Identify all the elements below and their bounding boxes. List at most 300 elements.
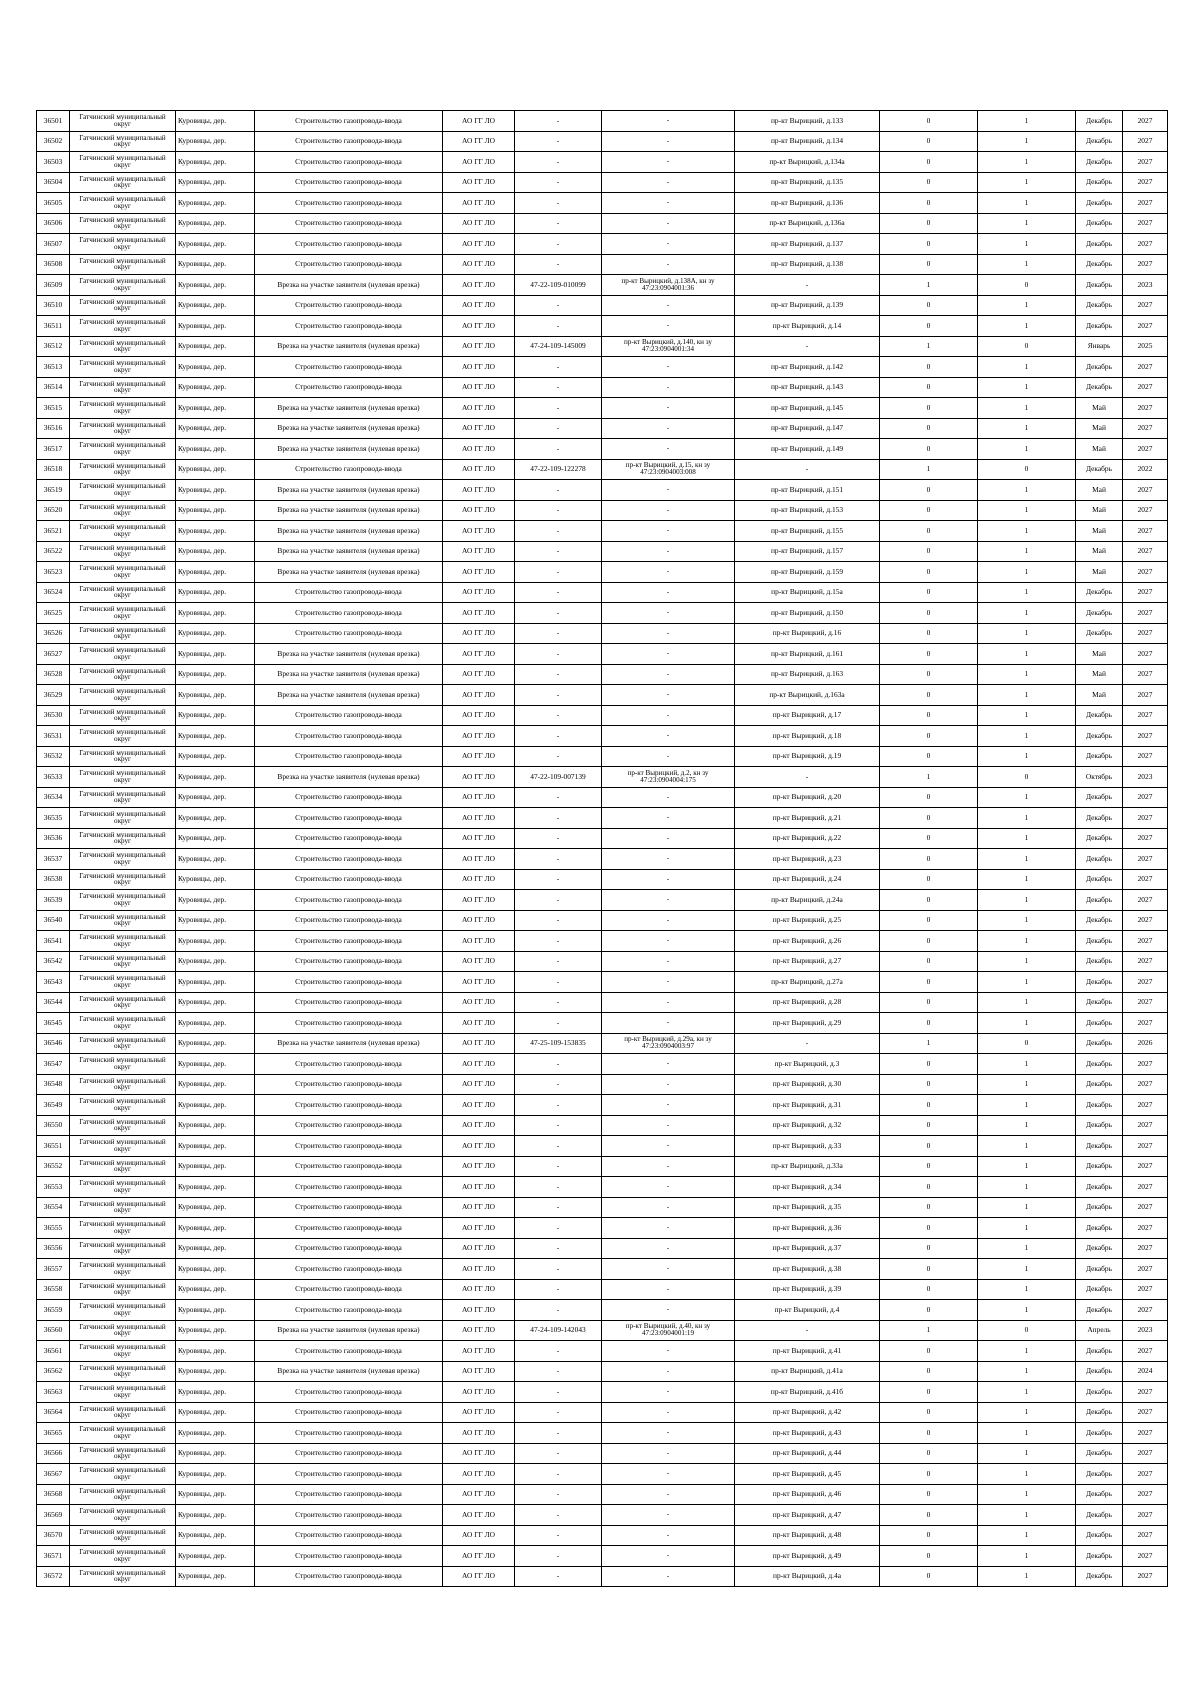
settlement-cell: Куровицы, дер.: [176, 951, 255, 972]
row-number-cell: 36519: [37, 480, 70, 501]
month-cell: Декабрь: [1076, 193, 1123, 214]
month-cell: Декабрь: [1076, 1115, 1123, 1136]
count-a-cell: 1: [880, 1033, 978, 1054]
table-row: [37, 910, 1168, 931]
address-cell: пр-кт Вырицкий, д.22: [735, 828, 880, 849]
settlement-cell: Куровицы, дер.: [176, 746, 255, 767]
address-cell: пр-кт Вырицкий, д.24а: [735, 890, 880, 911]
month-cell: Декабрь: [1076, 213, 1123, 234]
count-b-cell: 1: [978, 131, 1076, 152]
month-cell: Октябрь: [1076, 767, 1123, 788]
month-cell: Декабрь: [1076, 1402, 1123, 1423]
organization-cell: АО ГГ ЛО: [443, 910, 515, 931]
cadastral-address-cell: -: [602, 828, 735, 849]
municipality-cell: Гатчинский муниципальный округ: [70, 111, 176, 132]
month-cell: Декабрь: [1076, 1259, 1123, 1280]
row-number-cell: 36565: [37, 1423, 70, 1444]
settlement-cell: Куровицы, дер.: [176, 336, 255, 357]
application-number-cell: -: [515, 418, 602, 439]
cadastral-address-cell: пр-кт Вырицкий, д.40, кн зу 47:23:0904001:19: [602, 1320, 735, 1341]
row-number-cell: 36555: [37, 1218, 70, 1239]
organization-cell: АО ГГ ЛО: [443, 1259, 515, 1280]
cadastral-address-cell: -: [602, 664, 735, 685]
municipality-cell: Гатчинский муниципальный округ: [70, 275, 176, 296]
settlement-cell: Куровицы, дер.: [176, 726, 255, 747]
address-cell: пр-кт Вырицкий, д.33: [735, 1136, 880, 1157]
table-row: [37, 1382, 1168, 1403]
cadastral-address-cell: -: [602, 1177, 735, 1198]
municipality-cell: Гатчинский муниципальный округ: [70, 1136, 176, 1157]
application-number-cell: -: [515, 664, 602, 685]
municipality-cell: Гатчинский муниципальный округ: [70, 910, 176, 931]
cadastral-address-cell: -: [602, 787, 735, 808]
count-b-cell: 1: [978, 213, 1076, 234]
month-cell: Май: [1076, 480, 1123, 501]
address-cell: пр-кт Вырицкий, д.30: [735, 1074, 880, 1095]
work-type-cell: Врезка на участке заявителя (нулевая врезка): [255, 541, 443, 562]
month-cell: Декабрь: [1076, 808, 1123, 829]
month-cell: Декабрь: [1076, 890, 1123, 911]
work-type-cell: Строительство газопровода-ввода: [255, 377, 443, 398]
month-cell: Декабрь: [1076, 1074, 1123, 1095]
settlement-cell: Куровицы, дер.: [176, 234, 255, 255]
address-cell: пр-кт Вырицкий, д.34: [735, 1177, 880, 1198]
table-row: [37, 644, 1168, 665]
application-number-cell: -: [515, 1566, 602, 1587]
table-row: [37, 1464, 1168, 1485]
year-cell: 2027: [1123, 377, 1168, 398]
municipality-cell: Гатчинский муниципальный округ: [70, 541, 176, 562]
work-type-cell: Строительство газопровода-ввода: [255, 972, 443, 993]
table-row: [37, 377, 1168, 398]
organization-cell: АО ГГ ЛО: [443, 1136, 515, 1157]
count-a-cell: 0: [880, 418, 978, 439]
settlement-cell: Куровицы, дер.: [176, 1320, 255, 1341]
table-row: [37, 705, 1168, 726]
settlement-cell: Куровицы, дер.: [176, 1177, 255, 1198]
work-type-cell: Строительство газопровода-ввода: [255, 746, 443, 767]
table-row: [37, 623, 1168, 644]
row-number-cell: 36518: [37, 459, 70, 480]
municipality-cell: Гатчинский муниципальный округ: [70, 664, 176, 685]
cadastral-address-cell: -: [602, 992, 735, 1013]
row-number-cell: 36536: [37, 828, 70, 849]
work-type-cell: Врезка на участке заявителя (нулевая врезка): [255, 336, 443, 357]
cadastral-address-cell: -: [602, 1382, 735, 1403]
count-b-cell: 1: [978, 152, 1076, 173]
cadastral-address-cell: -: [602, 685, 735, 706]
count-b-cell: 1: [978, 746, 1076, 767]
count-a-cell: 0: [880, 890, 978, 911]
table-row: [37, 1525, 1168, 1546]
count-a-cell: 0: [880, 1402, 978, 1423]
municipality-cell: Гатчинский муниципальный округ: [70, 1525, 176, 1546]
address-cell: пр-кт Вырицкий, д.32: [735, 1115, 880, 1136]
count-a-cell: 0: [880, 685, 978, 706]
work-type-cell: Врезка на участке заявителя (нулевая врезка): [255, 398, 443, 419]
settlement-cell: Куровицы, дер.: [176, 562, 255, 583]
table-row: [37, 685, 1168, 706]
row-number-cell: 36522: [37, 541, 70, 562]
month-cell: Май: [1076, 562, 1123, 583]
municipality-cell: Гатчинский муниципальный округ: [70, 357, 176, 378]
table-row: [37, 972, 1168, 993]
cadastral-address-cell: -: [602, 1054, 735, 1075]
work-type-cell: Врезка на участке заявителя (нулевая врезка): [255, 1361, 443, 1382]
count-a-cell: 1: [880, 336, 978, 357]
settlement-cell: Куровицы, дер.: [176, 931, 255, 952]
count-a-cell: 0: [880, 1361, 978, 1382]
organization-cell: АО ГГ ЛО: [443, 603, 515, 624]
work-type-cell: Врезка на участке заявителя (нулевая врезка): [255, 439, 443, 460]
work-type-cell: Строительство газопровода-ввода: [255, 459, 443, 480]
address-cell: пр-кт Вырицкий, д.136а: [735, 213, 880, 234]
count-b-cell: 1: [978, 1238, 1076, 1259]
municipality-cell: Гатчинский муниципальный округ: [70, 336, 176, 357]
municipality-cell: Гатчинский муниципальный округ: [70, 1033, 176, 1054]
municipality-cell: Гатчинский муниципальный округ: [70, 1218, 176, 1239]
count-b-cell: 0: [978, 459, 1076, 480]
table-row: [37, 931, 1168, 952]
application-number-cell: -: [515, 316, 602, 337]
count-a-cell: 0: [880, 951, 978, 972]
year-cell: 2027: [1123, 603, 1168, 624]
year-cell: 2027: [1123, 1443, 1168, 1464]
address-cell: пр-кт Вырицкий, д.149: [735, 439, 880, 460]
address-cell: пр-кт Вырицкий, д.137: [735, 234, 880, 255]
row-number-cell: 36534: [37, 787, 70, 808]
address-cell: пр-кт Вырицкий, д.21: [735, 808, 880, 829]
month-cell: Декабрь: [1076, 1464, 1123, 1485]
table-row: [37, 1546, 1168, 1567]
count-a-cell: 0: [880, 1464, 978, 1485]
count-b-cell: 1: [978, 705, 1076, 726]
year-cell: 2027: [1123, 1156, 1168, 1177]
row-number-cell: 36547: [37, 1054, 70, 1075]
table-row: [37, 1054, 1168, 1075]
settlement-cell: Куровицы, дер.: [176, 910, 255, 931]
count-b-cell: 1: [978, 1279, 1076, 1300]
work-type-cell: Строительство газопровода-ввода: [255, 623, 443, 644]
municipality-cell: Гатчинский муниципальный округ: [70, 644, 176, 665]
municipality-cell: Гатчинский муниципальный округ: [70, 1361, 176, 1382]
work-type-cell: Строительство газопровода-ввода: [255, 910, 443, 931]
organization-cell: АО ГГ ЛО: [443, 295, 515, 316]
municipality-cell: Гатчинский муниципальный округ: [70, 1566, 176, 1587]
table-row: [37, 480, 1168, 501]
cadastral-address-cell: -: [602, 951, 735, 972]
organization-cell: АО ГГ ЛО: [443, 767, 515, 788]
count-a-cell: 0: [880, 480, 978, 501]
work-type-cell: Строительство газопровода-ввода: [255, 1341, 443, 1362]
table-row: [37, 562, 1168, 583]
work-type-cell: Строительство газопровода-ввода: [255, 726, 443, 747]
application-number-cell: -: [515, 644, 602, 665]
month-cell: Декабрь: [1076, 357, 1123, 378]
cadastral-address-cell: -: [602, 357, 735, 378]
cadastral-address-cell: -: [602, 131, 735, 152]
organization-cell: АО ГГ ЛО: [443, 1525, 515, 1546]
count-a-cell: 1: [880, 275, 978, 296]
cadastral-address-cell: -: [602, 644, 735, 665]
settlement-cell: Куровицы, дер.: [176, 459, 255, 480]
cadastral-address-cell: -: [602, 1136, 735, 1157]
application-number-cell: -: [515, 1443, 602, 1464]
year-cell: 2027: [1123, 295, 1168, 316]
work-type-cell: Врезка на участке заявителя (нулевая врезка): [255, 644, 443, 665]
count-b-cell: 1: [978, 111, 1076, 132]
municipality-cell: Гатчинский муниципальный округ: [70, 685, 176, 706]
application-number-cell: -: [515, 1095, 602, 1116]
settlement-cell: Куровицы, дер.: [176, 1095, 255, 1116]
organization-cell: АО ГГ ЛО: [443, 521, 515, 542]
application-number-cell: -: [515, 439, 602, 460]
cadastral-address-cell: -: [602, 1402, 735, 1423]
month-cell: Декабрь: [1076, 972, 1123, 993]
table-row: [37, 1074, 1168, 1095]
count-b-cell: 1: [978, 1525, 1076, 1546]
cadastral-address-cell: -: [602, 890, 735, 911]
count-b-cell: 1: [978, 418, 1076, 439]
cadastral-address-cell: -: [602, 1279, 735, 1300]
year-cell: 2027: [1123, 111, 1168, 132]
address-cell: пр-кт Вырицкий, д.37: [735, 1238, 880, 1259]
count-b-cell: 1: [978, 1074, 1076, 1095]
count-b-cell: 1: [978, 582, 1076, 603]
row-number-cell: 36528: [37, 664, 70, 685]
row-number-cell: 36506: [37, 213, 70, 234]
count-b-cell: 1: [978, 890, 1076, 911]
month-cell: Декабрь: [1076, 152, 1123, 173]
municipality-cell: Гатчинский муниципальный округ: [70, 1484, 176, 1505]
count-a-cell: 0: [880, 972, 978, 993]
work-type-cell: Строительство газопровода-ввода: [255, 849, 443, 870]
month-cell: Декабрь: [1076, 931, 1123, 952]
cadastral-address-cell: -: [602, 808, 735, 829]
cadastral-address-cell: -: [602, 1546, 735, 1567]
application-number-cell: -: [515, 1279, 602, 1300]
row-number-cell: 36526: [37, 623, 70, 644]
organization-cell: АО ГГ ЛО: [443, 275, 515, 296]
organization-cell: АО ГГ ЛО: [443, 1218, 515, 1239]
organization-cell: АО ГГ ЛО: [443, 357, 515, 378]
count-b-cell: 1: [978, 1505, 1076, 1526]
cadastral-address-cell: -: [602, 1156, 735, 1177]
application-number-cell: -: [515, 541, 602, 562]
address-cell: пр-кт Вырицкий, д.135: [735, 172, 880, 193]
organization-cell: АО ГГ ЛО: [443, 890, 515, 911]
organization-cell: АО ГГ ЛО: [443, 1505, 515, 1526]
gasification-table: [36, 110, 1168, 1587]
work-type-cell: Строительство газопровода-ввода: [255, 1566, 443, 1587]
table-row: [37, 1505, 1168, 1526]
count-a-cell: 0: [880, 623, 978, 644]
settlement-cell: Куровицы, дер.: [176, 1013, 255, 1034]
table-row: [37, 603, 1168, 624]
address-cell: пр-кт Вырицкий, д.163: [735, 664, 880, 685]
row-number-cell: 36520: [37, 500, 70, 521]
year-cell: 2027: [1123, 316, 1168, 337]
municipality-cell: Гатчинский муниципальный округ: [70, 1341, 176, 1362]
year-cell: 2027: [1123, 1402, 1168, 1423]
count-b-cell: 1: [978, 1341, 1076, 1362]
count-a-cell: 0: [880, 1156, 978, 1177]
application-number-cell: -: [515, 480, 602, 501]
count-a-cell: 1: [880, 459, 978, 480]
month-cell: Декабрь: [1076, 1177, 1123, 1198]
year-cell: 2027: [1123, 787, 1168, 808]
count-a-cell: 0: [880, 1484, 978, 1505]
month-cell: Декабрь: [1076, 377, 1123, 398]
month-cell: Декабрь: [1076, 295, 1123, 316]
municipality-cell: Гатчинский муниципальный округ: [70, 1279, 176, 1300]
work-type-cell: Строительство газопровода-ввода: [255, 213, 443, 234]
table-row: [37, 726, 1168, 747]
application-number-cell: -: [515, 1238, 602, 1259]
address-cell: пр-кт Вырицкий, д.150: [735, 603, 880, 624]
count-b-cell: 1: [978, 644, 1076, 665]
count-a-cell: 0: [880, 131, 978, 152]
row-number-cell: 36514: [37, 377, 70, 398]
organization-cell: АО ГГ ЛО: [443, 439, 515, 460]
address-cell: пр-кт Вырицкий, д.49: [735, 1546, 880, 1567]
settlement-cell: Куровицы, дер.: [176, 1136, 255, 1157]
organization-cell: АО ГГ ЛО: [443, 726, 515, 747]
application-number-cell: -: [515, 787, 602, 808]
organization-cell: АО ГГ ЛО: [443, 787, 515, 808]
settlement-cell: Куровицы, дер.: [176, 1505, 255, 1526]
year-cell: 2027: [1123, 500, 1168, 521]
table-row: [37, 767, 1168, 788]
year-cell: 2024: [1123, 1361, 1168, 1382]
organization-cell: АО ГГ ЛО: [443, 1197, 515, 1218]
municipality-cell: Гатчинский муниципальный округ: [70, 869, 176, 890]
year-cell: 2027: [1123, 1525, 1168, 1546]
count-b-cell: 1: [978, 849, 1076, 870]
organization-cell: АО ГГ ЛО: [443, 316, 515, 337]
row-number-cell: 36559: [37, 1300, 70, 1321]
address-cell: пр-кт Вырицкий, д.48: [735, 1525, 880, 1546]
application-number-cell: -: [515, 357, 602, 378]
count-b-cell: 1: [978, 603, 1076, 624]
municipality-cell: Гатчинский муниципальный округ: [70, 1402, 176, 1423]
table-row: [37, 849, 1168, 870]
application-number-cell: -: [515, 1382, 602, 1403]
organization-cell: АО ГГ ЛО: [443, 705, 515, 726]
count-b-cell: 1: [978, 623, 1076, 644]
cadastral-address-cell: -: [602, 1074, 735, 1095]
cadastral-address-cell: -: [602, 562, 735, 583]
work-type-cell: Строительство газопровода-ввода: [255, 931, 443, 952]
year-cell: 2027: [1123, 644, 1168, 665]
address-cell: пр-кт Вырицкий, д.45: [735, 1464, 880, 1485]
cadastral-address-cell: -: [602, 213, 735, 234]
address-cell: пр-кт Вырицкий, д.15а: [735, 582, 880, 603]
work-type-cell: Строительство газопровода-ввода: [255, 131, 443, 152]
table-row: [37, 1443, 1168, 1464]
municipality-cell: Гатчинский муниципальный округ: [70, 1074, 176, 1095]
application-number-cell: -: [515, 1156, 602, 1177]
month-cell: Декабрь: [1076, 1054, 1123, 1075]
municipality-cell: Гатчинский муниципальный округ: [70, 234, 176, 255]
settlement-cell: Куровицы, дер.: [176, 193, 255, 214]
count-a-cell: 0: [880, 562, 978, 583]
address-cell: пр-кт Вырицкий, д.134а: [735, 152, 880, 173]
municipality-cell: Гатчинский муниципальный округ: [70, 1013, 176, 1034]
table-row: [37, 1423, 1168, 1444]
work-type-cell: Строительство газопровода-ввода: [255, 1464, 443, 1485]
address-cell: пр-кт Вырицкий, д.43: [735, 1423, 880, 1444]
organization-cell: АО ГГ ЛО: [443, 541, 515, 562]
month-cell: Май: [1076, 541, 1123, 562]
address-cell: пр-кт Вырицкий, д.19: [735, 746, 880, 767]
count-b-cell: 1: [978, 1095, 1076, 1116]
year-cell: 2027: [1123, 1341, 1168, 1362]
address-cell: пр-кт Вырицкий, д.161: [735, 644, 880, 665]
application-number-cell: -: [515, 131, 602, 152]
table-row: [37, 1136, 1168, 1157]
count-b-cell: 1: [978, 1546, 1076, 1567]
count-b-cell: 1: [978, 951, 1076, 972]
address-cell: пр-кт Вырицкий, д.163а: [735, 685, 880, 706]
cadastral-address-cell: -: [602, 1095, 735, 1116]
application-number-cell: -: [515, 992, 602, 1013]
cadastral-address-cell: -: [602, 746, 735, 767]
municipality-cell: Гатчинский муниципальный округ: [70, 1505, 176, 1526]
month-cell: Декабрь: [1076, 992, 1123, 1013]
year-cell: 2027: [1123, 1238, 1168, 1259]
organization-cell: АО ГГ ЛО: [443, 849, 515, 870]
cadastral-address-cell: -: [602, 1505, 735, 1526]
address-cell: пр-кт Вырицкий, д.24: [735, 869, 880, 890]
address-cell: пр-кт Вырицкий, д.28: [735, 992, 880, 1013]
settlement-cell: Куровицы, дер.: [176, 1115, 255, 1136]
month-cell: Декабрь: [1076, 1341, 1123, 1362]
count-b-cell: 1: [978, 1197, 1076, 1218]
application-number-cell: -: [515, 111, 602, 132]
table-row: [37, 746, 1168, 767]
municipality-cell: Гатчинский муниципальный округ: [70, 1300, 176, 1321]
count-a-cell: 0: [880, 849, 978, 870]
organization-cell: АО ГГ ЛО: [443, 685, 515, 706]
settlement-cell: Куровицы, дер.: [176, 1484, 255, 1505]
table-row: [37, 1177, 1168, 1198]
count-b-cell: 1: [978, 172, 1076, 193]
month-cell: Декабрь: [1076, 828, 1123, 849]
work-type-cell: Строительство газопровода-ввода: [255, 1074, 443, 1095]
month-cell: Декабрь: [1076, 1382, 1123, 1403]
settlement-cell: Куровицы, дер.: [176, 1259, 255, 1280]
table-row: [37, 1279, 1168, 1300]
address-cell: пр-кт Вырицкий, д.159: [735, 562, 880, 583]
application-number-cell: -: [515, 295, 602, 316]
month-cell: Декабрь: [1076, 1238, 1123, 1259]
year-cell: 2023: [1123, 1320, 1168, 1341]
municipality-cell: Гатчинский муниципальный округ: [70, 623, 176, 644]
year-cell: 2027: [1123, 1464, 1168, 1485]
application-number-cell: -: [515, 1115, 602, 1136]
work-type-cell: Строительство газопровода-ввода: [255, 1197, 443, 1218]
application-number-cell: -: [515, 951, 602, 972]
row-number-cell: 36546: [37, 1033, 70, 1054]
count-a-cell: 0: [880, 726, 978, 747]
cadastral-address-cell: пр-кт Вырицкий, д.15, кн зу 47:23:0904003:008: [602, 459, 735, 480]
count-b-cell: 0: [978, 767, 1076, 788]
work-type-cell: Строительство газопровода-ввода: [255, 295, 443, 316]
table-row: [37, 828, 1168, 849]
cadastral-address-cell: -: [602, 480, 735, 501]
year-cell: 2027: [1123, 910, 1168, 931]
